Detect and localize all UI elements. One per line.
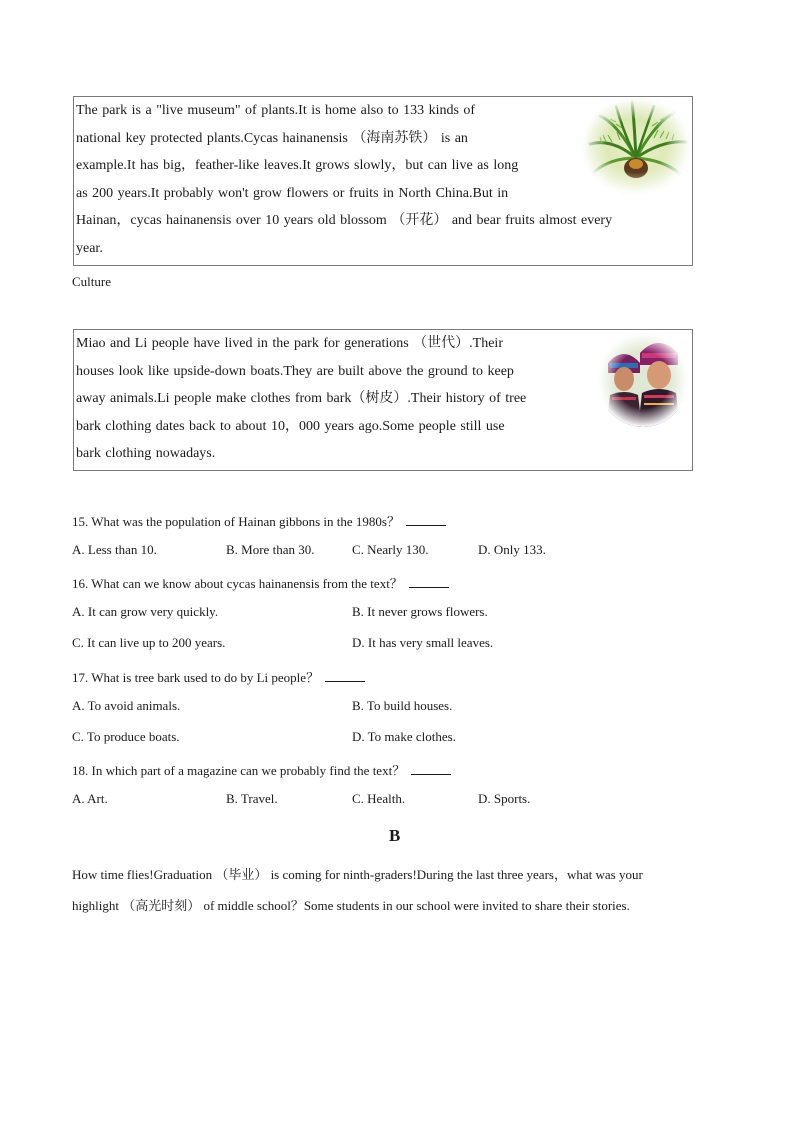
cycas-plant-photo — [582, 98, 690, 194]
question-17 — [72, 667, 365, 686]
answer-blank[interactable] — [406, 515, 446, 526]
answer-blank[interactable] — [325, 671, 365, 682]
section-b-line: How time flies!Graduation （毕业） is coming for ninth-graders!During the last three years，what was your — [72, 867, 643, 882]
culture-line: houses look like upside-down boats.They are built above the ground to keep — [76, 363, 514, 379]
option-d[interactable]: D. Sports. — [478, 791, 531, 806]
nature-line: Hainan，cycas hainanensis over 10 years old blossom （开花） and bear fruits almost every — [76, 213, 613, 229]
option-a[interactable]: A. Less than 10. — [72, 542, 157, 557]
question-16 — [72, 573, 449, 592]
li-people-photo — [598, 333, 688, 427]
option-d[interactable]: D. Only 133. — [478, 542, 546, 557]
question-stem: 17. What is tree bark used to do by Li people？ — [72, 670, 320, 685]
option-c[interactable]: C. It can live up to 200 years. — [72, 635, 226, 650]
nature-line: The park is a "live museum" of plants.It is home also to 133 kinds of — [76, 103, 476, 118]
question-stem: 16. What can we know about cycas hainanensis from the text？ — [72, 576, 403, 591]
option-c[interactable]: C. To produce boats. — [72, 729, 180, 744]
option-b[interactable]: B. It never grows flowers. — [352, 604, 488, 619]
section-b-heading: B — [389, 826, 401, 845]
nature-line: example.It has big，feather-like leaves.It grows slowly，but can live as long — [76, 158, 519, 174]
nature-line: as 200 years.It probably won't grow flowers or fruits in North China.But in — [76, 185, 509, 201]
culture-line: bark clothing dates back to about 10，000 years ago.Some people still use — [76, 418, 505, 434]
option-b[interactable]: B. More than 30. — [226, 542, 315, 557]
culture-line: away animals.Li people make clothes from bark（树皮）.Their history of tree — [76, 391, 527, 407]
nature-line: year. — [76, 240, 103, 256]
culture-line: bark clothing nowadays. — [76, 446, 216, 462]
option-c[interactable]: C. Nearly 130. — [352, 542, 429, 557]
nature-line: national key protected plants.Cycas hainanensis （海南苏铁） is an — [76, 130, 468, 146]
question-18 — [72, 760, 451, 779]
culture-paragraph — [76, 330, 672, 468]
culture-line: Miao and Li people have lived in the park for generations （世代）.Their — [76, 336, 503, 351]
option-c[interactable]: C. Health. — [352, 791, 406, 806]
culture-section-label: Culture — [72, 274, 111, 289]
question-stem: 18. In which part of a magazine can we probably find the text？ — [72, 763, 406, 778]
question-stem: 15. What was the population of Hainan gibbons in the 1980s？ — [72, 514, 400, 529]
option-b[interactable]: B. To build houses. — [352, 698, 453, 713]
section-b-line: highlight （高光时刻） of middle school？Some students in our school were invited to share their stories. — [72, 898, 630, 913]
answer-blank[interactable] — [411, 764, 451, 775]
option-a[interactable]: A. To avoid animals. — [72, 698, 181, 713]
option-d[interactable]: D. It has very small leaves. — [352, 635, 494, 650]
option-d[interactable]: D. To make clothes. — [352, 729, 456, 744]
option-a[interactable]: A. It can grow very quickly. — [72, 604, 219, 619]
culture-text-box — [73, 329, 693, 471]
option-b[interactable]: B. Travel. — [226, 791, 278, 806]
nature-paragraph — [76, 97, 672, 263]
question-15 — [72, 511, 446, 530]
answer-blank[interactable] — [409, 577, 449, 588]
option-a[interactable]: A. Art. — [72, 791, 108, 806]
